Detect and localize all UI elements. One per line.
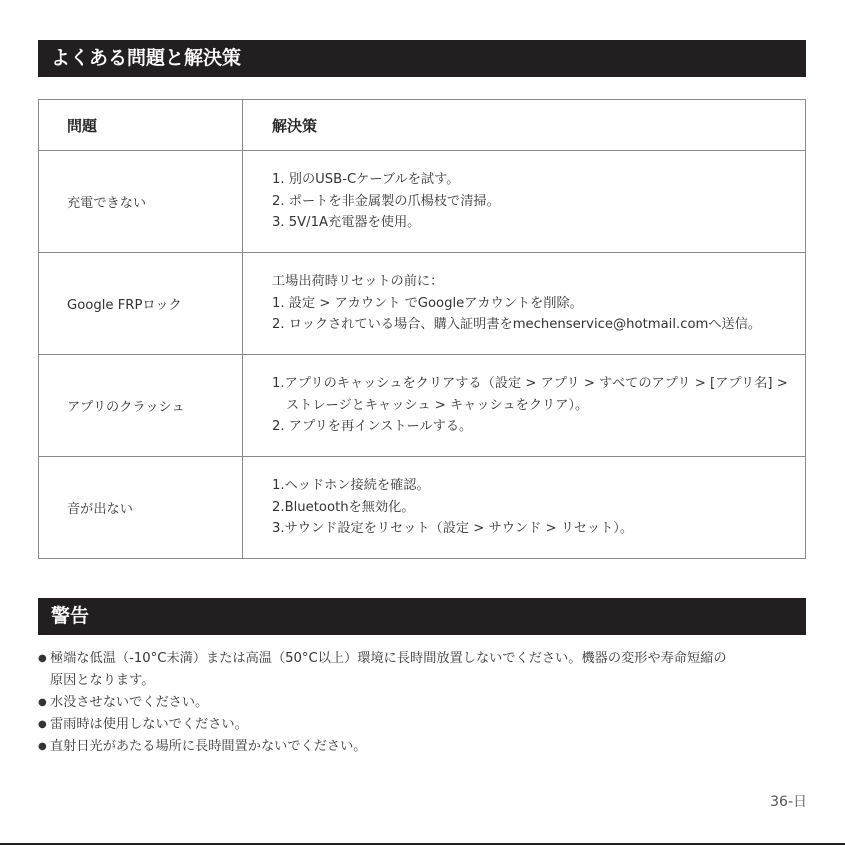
solution-cell	[243, 151, 806, 253]
warning-text: 極端な低温（-10°C未満）または高温（50°C以上）環境に長時間放置しないでください。機器の変形や寿命短縮の	[50, 651, 727, 666]
faq-table	[38, 99, 806, 559]
solution-line: 2.Bluetoothを無効化。	[272, 499, 415, 515]
faq-section-title: よくある問題と解決策	[38, 40, 806, 77]
solution-line: 2. ポートを非金属製の爪楊枝で清掃。	[272, 193, 500, 209]
solution-line: 2. ロックされている場合、購入証明書をmechenservice@hotmail.comへ送信。	[272, 317, 762, 333]
solution-line: 1. 設定 > アカウント でGoogleアカウントを削除。	[272, 295, 583, 311]
page-number: 36-日	[770, 794, 807, 810]
table-row	[39, 457, 806, 559]
solution-line: 3.サウンド設定をリセット（設定 > サウンド > リセット）。	[272, 521, 634, 537]
solution-line: 工場出荷時リセットの前に：	[272, 274, 444, 290]
solution-cell	[243, 457, 806, 559]
problem-cell: Google FRPロック	[39, 253, 243, 355]
solution-cell	[243, 355, 806, 457]
problem-cell: 充電できない	[39, 151, 243, 253]
table-row	[39, 151, 806, 253]
bullet-icon: ●	[38, 741, 47, 752]
solution-cell	[243, 253, 806, 355]
warning-item	[38, 736, 808, 758]
bullet-icon: ●	[38, 719, 47, 730]
warning-item	[38, 648, 808, 692]
warning-item	[38, 714, 808, 736]
solution-line: 1.ヘッドホン接続を確認。	[272, 478, 430, 494]
bullet-icon: ●	[38, 697, 47, 708]
solution-line: 1. 別のUSB-Cケーブルを試す。	[272, 172, 460, 188]
header-problem: 問題	[39, 100, 243, 151]
problem-cell: 音が出ない	[39, 457, 243, 559]
table-row	[39, 355, 806, 457]
bullet-icon: ●	[38, 653, 47, 664]
warning-list	[38, 648, 808, 758]
warning-text: 水没させないでください。	[50, 695, 209, 710]
warning-text-continued: 原因となります。	[50, 673, 155, 688]
table-header-row	[39, 100, 806, 151]
table-row	[39, 253, 806, 355]
solution-line: 2. アプリを再インストールする。	[272, 419, 473, 435]
warning-section-title: 警告	[38, 598, 806, 635]
warning-text: 雷雨時は使用しないでください。	[50, 717, 248, 732]
solution-line: ストレージとキャッシュ > キャッシュをクリア）。	[286, 397, 589, 413]
header-solution: 解決策	[243, 100, 806, 151]
warning-item	[38, 692, 808, 714]
solution-line: 3. 5V/1A充電器を使用。	[272, 215, 421, 231]
warning-text: 直射日光があたる場所に長時間置かないでください。	[50, 739, 367, 754]
solution-line: 1.アプリのキャッシュをクリアする（設定 > アプリ > すべてのアプリ > [アプリ名] >	[272, 376, 788, 392]
problem-cell: アプリのクラッシュ	[39, 355, 243, 457]
